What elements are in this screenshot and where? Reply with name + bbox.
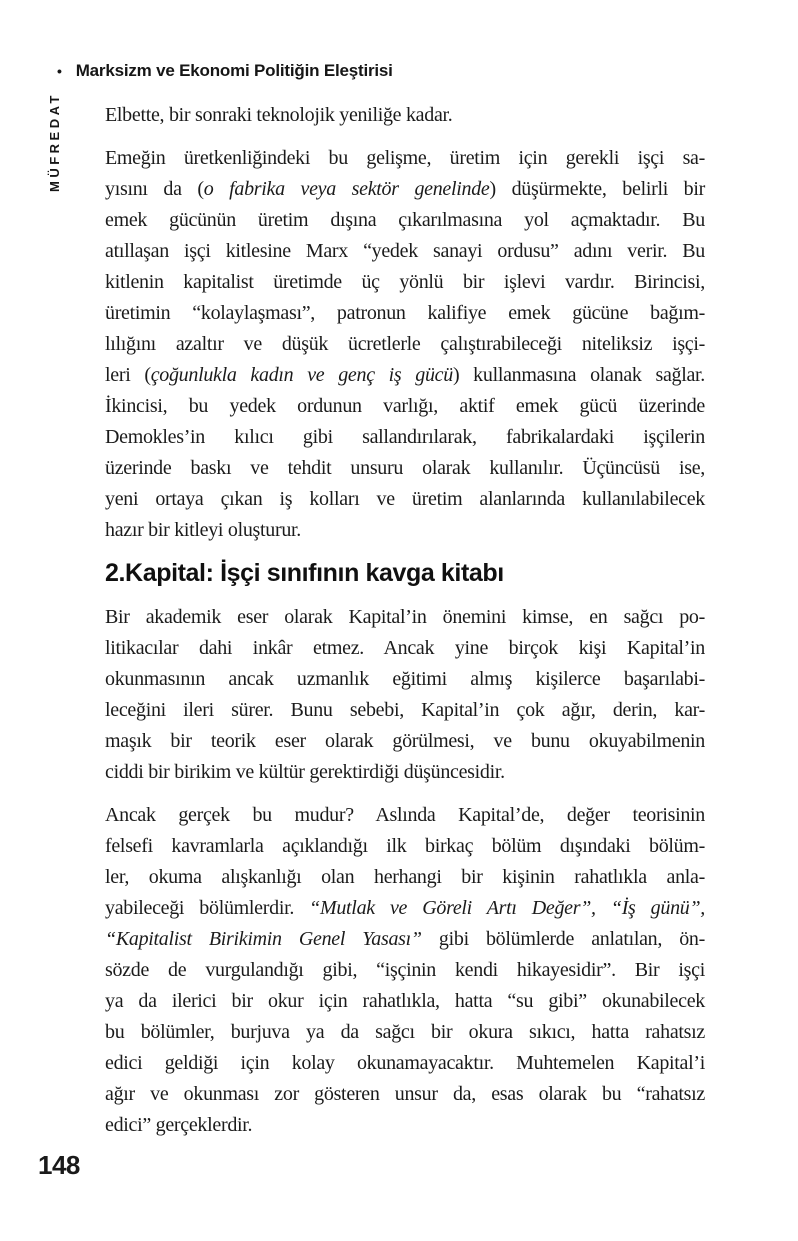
running-header-title: Marksizm ve Ekonomi Politiğin Eleştirisi [75, 61, 393, 80]
text-segment: Elbette, bir sonraki teknolojik yeniliğe kadar. [105, 104, 453, 126]
text-segment: leceğini ileri sürer. Bunu sebebi, Kapital’in çok ağır, derin, kar- [105, 699, 705, 721]
text-segment: okunmasının ancak uzmanlık eğitimi almış kişilerce başarılabi- [105, 668, 705, 690]
bullet-icon: • [57, 63, 62, 79]
section-heading: 2.Kapital: İşçi sınıfının kavga kitabı [105, 559, 504, 587]
text-segment: leri ( [105, 364, 151, 386]
text-line [105, 664, 705, 695]
text-segment: yabileceği bölümlerdir. [105, 897, 310, 919]
text-segment: sözde de vurgulandığı gibi, “işçinin kendi hikayesidir”. Bir işçi [105, 959, 705, 981]
text-segment: ) düşürmekte, belirli bir [489, 178, 705, 200]
text-segment: ciddi bir birikim ve kültür gerektirdiği düşüncesidir. [105, 761, 505, 783]
text-line [105, 1048, 705, 1079]
text-segment: üretimin “kolaylaşması”, patronun kalifiye emek gücüne bağım- [105, 302, 705, 324]
text-line [105, 329, 705, 360]
text-line [105, 602, 705, 633]
text-line [105, 831, 705, 862]
text-segment: ler, okuma alışkanlığı olan herhangi bir kişinin rahatlıkla anla- [105, 866, 705, 888]
text-line [105, 695, 705, 726]
text-segment: yısını da ( [105, 178, 204, 200]
text-segment: edici geldiği için kolay okunamayacaktır. Muhtemelen Kapital’i [105, 1052, 705, 1074]
page-number: 148 [38, 1150, 80, 1180]
text-line [105, 893, 705, 924]
text-segment: edici” gerçeklerdir. [105, 1114, 253, 1136]
text-line [105, 174, 705, 205]
text-line [105, 422, 705, 453]
text-segment: hazır bir kitleyi oluşturur. [105, 519, 302, 541]
text-line [105, 800, 705, 831]
text-line [105, 633, 705, 664]
text-line [105, 1079, 705, 1110]
text-line [105, 391, 705, 422]
paragraph [105, 800, 705, 1141]
text-line [105, 986, 705, 1017]
margin-vertical-label: MÜFREDAT [47, 92, 62, 192]
text-line [105, 757, 705, 788]
text-line [105, 484, 705, 515]
text-segment: kitlenin kapitalist üretimde üç yönlü bir işlevi vardır. Birincisi, [105, 271, 705, 293]
text-segment: gibi bölümlerde anlatılan, ön- [421, 928, 705, 950]
text-segment: maşık bir teorik eser olarak görülmesi, ve bunu okuyabilmenin [105, 730, 705, 752]
text-segment: emek gücünün üretim dışına çıkarılmasına yol açmaktadır. Bu [105, 209, 705, 231]
text-line [105, 143, 705, 174]
running-header [57, 61, 393, 81]
paragraph [105, 143, 705, 546]
text-segment: ya da ilerici bir okur için rahatlıkla, hatta “su gibi” okunabilecek [105, 990, 705, 1012]
text-line [105, 726, 705, 757]
text-segment: ağır ve okunması zor gösteren unsur da, esas olarak bu “rahatsız [105, 1083, 705, 1105]
text-segment: yeni ortaya çıkan iş kolları ve üretim alanlarında kullanılabilecek [105, 488, 705, 510]
text-line [105, 360, 705, 391]
text-segment: İkincisi, bu yedek ordunun varlığı, aktif emek gücü üzerinde [105, 395, 705, 417]
text-line [105, 515, 705, 546]
text-line [105, 955, 705, 986]
paragraph [105, 602, 705, 788]
text-line [105, 1110, 705, 1141]
text-segment: litikacılar dahi inkâr etmez. Ancak yine birçok kişi Kapital’in [105, 637, 705, 659]
italic-text-segment: o fabrika veya sektör genelinde [203, 178, 490, 200]
italic-text-segment: “Kapitalist Birikimin Genel Yasası” [105, 928, 422, 950]
body-text-column [105, 100, 705, 1153]
text-line [105, 924, 705, 955]
text-segment: Bir akademik eser olarak Kapital’in önemini kimse, en sağcı po- [105, 606, 705, 628]
text-line [105, 453, 705, 484]
text-line [105, 100, 705, 131]
text-line [105, 205, 705, 236]
text-line [105, 862, 705, 893]
italic-text-segment: çoğunlukla kadın ve genç iş gücü [150, 364, 453, 386]
text-segment: Emeğin üretkenliğindeki bu gelişme, üretim için gerekli işçi sa- [105, 147, 705, 169]
text-line [105, 236, 705, 267]
paragraph [105, 100, 705, 131]
text-segment: üzerinde baskı ve tehdit unsuru olarak kullanılır. Üçüncüsü ise, [105, 457, 705, 479]
italic-text-segment: “Mutlak ve Göreli Artı Değer”, “İş günü”, [309, 897, 705, 919]
text-segment: bu bölümler, burjuva ya da sağcı bir okura sıkıcı, hatta rahatsız [105, 1021, 705, 1043]
text-line [105, 267, 705, 298]
text-line [105, 298, 705, 329]
text-line [105, 1017, 705, 1048]
text-segment: atıllaşan işçi kitlesine Marx “yedek sanayi ordusu” adını verir. Bu [105, 240, 705, 262]
text-segment: felsefi kavramlarla açıklandığı ilk birkaç bölüm dışındaki bölüm- [105, 835, 705, 857]
text-segment: ) kullanmasına olanak sağlar. [452, 364, 706, 386]
text-segment: Demokles’in kılıcı gibi sallandırılarak, fabrikalardaki işçilerin [105, 426, 705, 448]
text-segment: Ancak gerçek bu mudur? Aslında Kapital’de, değer teorisinin [105, 804, 705, 826]
text-segment: lılığını azaltır ve düşük ücretlerle çalıştırabileceği niteliksiz işçi- [105, 333, 705, 355]
